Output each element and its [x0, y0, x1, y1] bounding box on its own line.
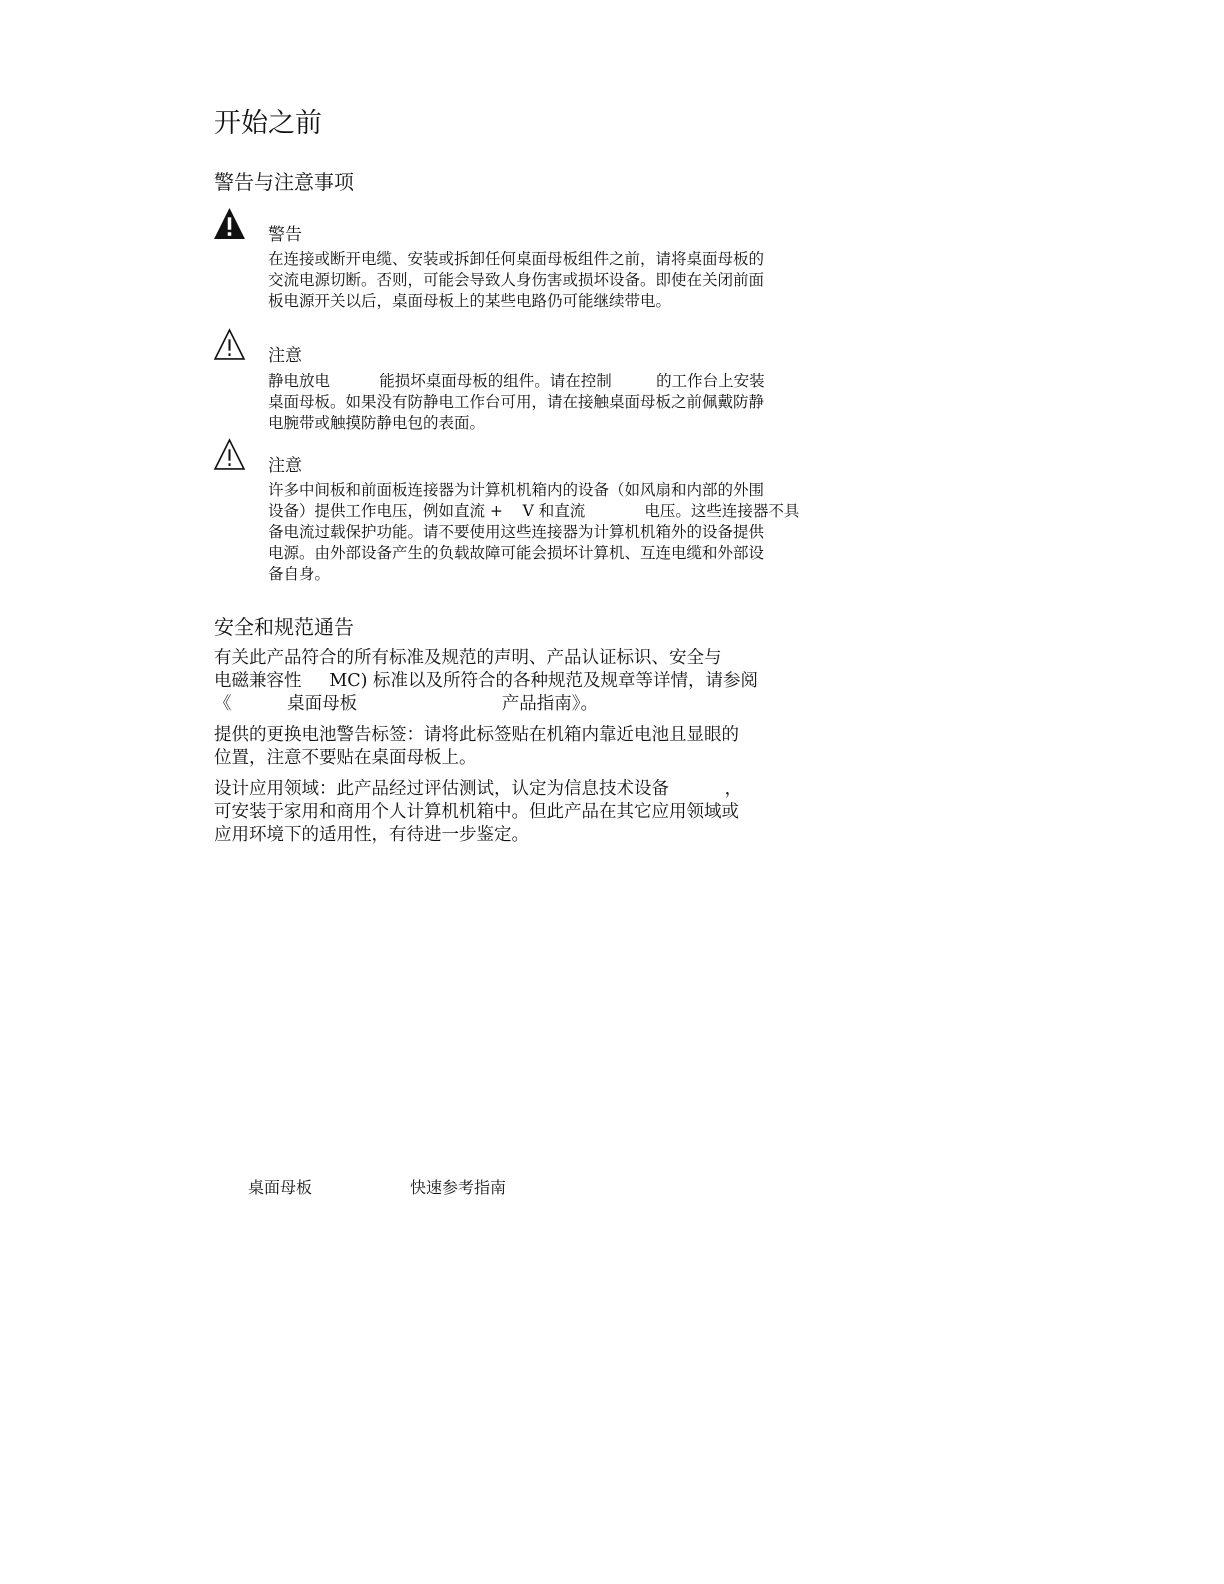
text-line: 设备）提供工作电压，例如直流 + V 和直流 电压。这些连接器不具	[268, 502, 800, 520]
text-line: 设计应用领域：此产品经过评估测试，认定为信息技术设备 ，	[214, 779, 743, 799]
warning-label: 警告	[268, 225, 302, 245]
paragraph-standards	[214, 647, 774, 716]
footer-guide: 快速参考指南	[410, 1178, 507, 1197]
text-line: 电腕带或触摸防静电包的表面。	[268, 414, 486, 432]
text-line: 有关此产品符合的所有标准及规范的声明、产品认证标识、安全与	[214, 648, 722, 668]
text-line: 板电源开关以后，桌面母板上的某些电路仍可能继续带电。	[268, 292, 672, 310]
footer-product: 桌面母板	[248, 1178, 313, 1197]
text-line: 应用环境下的适用性，有待进一步鉴定。	[214, 825, 529, 845]
section-heading-safety: 安全和规范通告	[214, 615, 354, 639]
caution-outline-icon	[213, 438, 246, 471]
caution-label: 注意	[268, 456, 302, 476]
paragraph-battery	[214, 724, 774, 770]
text-line: 位置，注意不要贴在桌面母板上。	[214, 748, 477, 768]
text-line: 许多中间板和前面板连接器为计算机机箱内的设备（如风扇和内部的外围	[268, 481, 765, 499]
text-line: 备自身。	[268, 565, 331, 583]
text-line: 交流电源切断。否则，可能会导致人身伤害或损坏设备。即使在关闭前面	[268, 271, 765, 289]
paragraph-application	[214, 778, 774, 847]
warning-filled-icon	[213, 207, 246, 240]
text-line: 桌面母板。如果没有防静电工作台可用，请在接触桌面母板之前佩戴防静	[268, 393, 765, 411]
page-title: 开始之前	[214, 108, 322, 139]
warning-text	[268, 249, 798, 312]
text-line: 备电流过载保护功能。请不要使用这些连接器为计算机机箱外的设备提供	[268, 523, 765, 541]
text-line: 提供的更换电池警告标签：请将此标签贴在机箱内靠近电池且显眼的	[214, 725, 739, 745]
caution-text	[268, 480, 798, 585]
caution-text	[268, 371, 798, 434]
caution-label: 注意	[268, 346, 302, 366]
text-line: 在连接或断开电缆、安装或拆卸任何桌面母板组件之前，请将桌面母板的	[268, 250, 765, 268]
text-line: 静电放电 能损坏桌面母板的组件。请在控制 的工作台上安装	[268, 372, 765, 390]
text-line: 电源。由外部设备产生的负载故障可能会损坏计算机、互连电缆和外部设	[268, 544, 765, 562]
text-line: 《 桌面母板 产品指南》。	[214, 694, 599, 714]
text-line: 可安装于家用和商用个人计算机机箱中。但此产品在其它应用领域或	[214, 802, 739, 822]
text-line: 电磁兼容性 MC) 标准以及所符合的各种规范及规章等详情，请参阅	[214, 671, 759, 691]
caution-outline-icon	[213, 328, 246, 361]
section-heading-warnings: 警告与注意事项	[214, 170, 354, 194]
